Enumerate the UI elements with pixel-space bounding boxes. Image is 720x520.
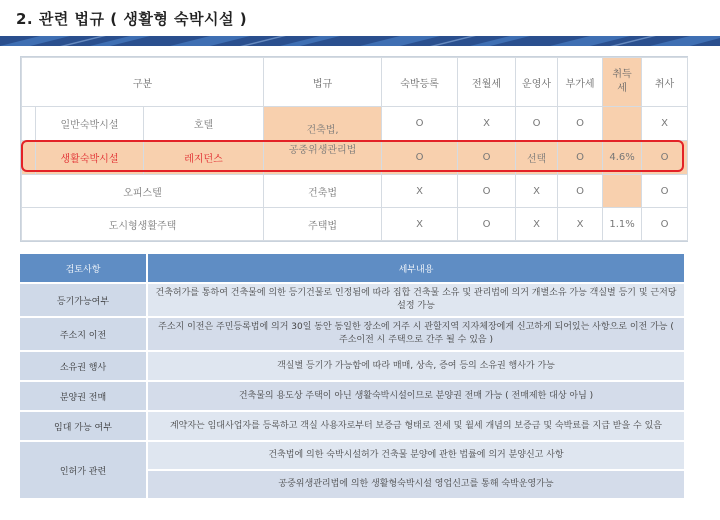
cell-cancel: O — [642, 141, 688, 175]
cell-cancel: O — [642, 208, 688, 241]
cell-law: 주택법 — [264, 208, 382, 241]
header-law: 법규 — [264, 58, 382, 107]
row-category: 오피스텔 — [22, 175, 264, 208]
table-row — [22, 107, 688, 141]
cell-cancel: X — [642, 107, 688, 141]
header-cancel: 취사 — [642, 58, 688, 107]
table-row — [22, 208, 688, 241]
header-review-item: 검토사항 — [20, 254, 148, 282]
cell-lease: O — [458, 175, 516, 208]
cell-lease: X — [458, 107, 516, 141]
cell-vat: O — [558, 107, 603, 141]
cell-acquisition-tax — [603, 175, 642, 208]
header-lease: 전월세 — [458, 58, 516, 107]
table-row — [20, 442, 684, 498]
review-value: 건축물의 용도상 주택이 아닌 생활숙박시설이므로 분양권 전매 가능 ( 전매제한 대상 아님 ) — [148, 382, 684, 410]
review-value: 계약자는 임대사업자를 등록하고 객실 사용자로부터 보증금 형태로 전세 및 월세 개념의 보증금 및 숙박료를 지급 받을 수 있음 — [148, 412, 684, 440]
law-comparison-table — [21, 57, 688, 241]
header-acquisition-tax: 취득세 — [603, 58, 642, 107]
row-subcategory: 레지던스 — [144, 141, 264, 175]
row-category: 도시형생활주택 — [22, 208, 264, 241]
header-category: 구분 — [22, 58, 264, 107]
table-header-row — [22, 58, 688, 107]
cell-acquisition-tax: 4.6% — [603, 141, 642, 175]
law-comparison-table-frame — [20, 56, 688, 242]
cell-registration: X — [382, 208, 458, 241]
cell-registration: X — [382, 175, 458, 208]
table-row — [20, 412, 684, 440]
header-vat: 부가세 — [558, 58, 603, 107]
cell-vat: O — [558, 175, 603, 208]
cell-acquisition-tax — [603, 107, 642, 141]
cell-operator: O — [516, 107, 558, 141]
cell-operator: X — [516, 175, 558, 208]
review-value: 건축허가를 통하여 건축물에 의한 등기건물로 인정됨에 따라 집합 건축물 소유 및 관리법에 의거 개별소유 가능 객실별 등기 및 근저당 설정 가능 — [148, 284, 684, 316]
table-row — [20, 382, 684, 410]
table-row — [20, 352, 684, 380]
review-key: 분양권 전매 — [20, 382, 148, 410]
cell-acquisition-tax: 1.1% — [603, 208, 642, 241]
cell-vat: O — [558, 141, 603, 175]
cell-registration: O — [382, 107, 458, 141]
review-key: 인허가 관련 — [20, 442, 148, 498]
table-row — [20, 284, 684, 316]
review-key: 임대 가능 여부 — [20, 412, 148, 440]
review-key: 등기가능여부 — [20, 284, 148, 316]
review-value: 공중위생관리법에 의한 생활형숙박시설 영업신고를 통해 숙박운영가능 — [148, 471, 684, 498]
cell-vat: X — [558, 208, 603, 241]
header-operator: 운영사 — [516, 58, 558, 107]
cell-lease: O — [458, 208, 516, 241]
row-category: 생활숙박시설 — [36, 141, 144, 175]
row-subcategory: 호텔 — [144, 107, 264, 141]
table-row — [20, 318, 684, 350]
review-value: 주소지 이전은 주민등록법에 의거 30일 동안 동일한 장소에 거주 시 관할지역 지자체장에게 신고하게 되어있는 사항으로 이전 가능 ( 주소이전 시 주택으로 간주 될 수 있음 ) — [148, 318, 684, 350]
review-value: 객실별 등기가 가능함에 따라 매매, 상속, 증여 등의 소유권 행사가 가능 — [148, 352, 684, 380]
cell-operator: X — [516, 208, 558, 241]
cell-cancel: O — [642, 175, 688, 208]
cell-operator: 선택 — [516, 141, 558, 175]
header-detail: 세부내용 — [148, 254, 684, 282]
review-value: 건축법에 의한 숙박시설허가 건축물 분양에 관한 법률에 의거 분양신고 사항 — [148, 442, 684, 471]
header-registration: 숙박등록 — [382, 58, 458, 107]
cell-law: 건축법 — [264, 175, 382, 208]
merged-law-line1: 건축법, — [306, 124, 339, 136]
table-row — [22, 175, 688, 208]
cell-registration: O — [382, 141, 458, 175]
merged-law-cell — [264, 107, 382, 175]
merged-law-line2: 공중위생관리법 — [288, 144, 357, 156]
decorative-band — [0, 36, 720, 46]
review-value-group — [148, 442, 684, 498]
table-header-row — [20, 254, 684, 282]
review-key: 주소지 이전 — [20, 318, 148, 350]
cell-lease: O — [458, 141, 516, 175]
review-items-table — [20, 252, 684, 500]
review-key: 소유권 행사 — [20, 352, 148, 380]
row-category: 일반숙박시설 — [36, 107, 144, 141]
page-title: 2. 관련 법규 ( 생활형 숙박시설 ) — [16, 10, 248, 28]
